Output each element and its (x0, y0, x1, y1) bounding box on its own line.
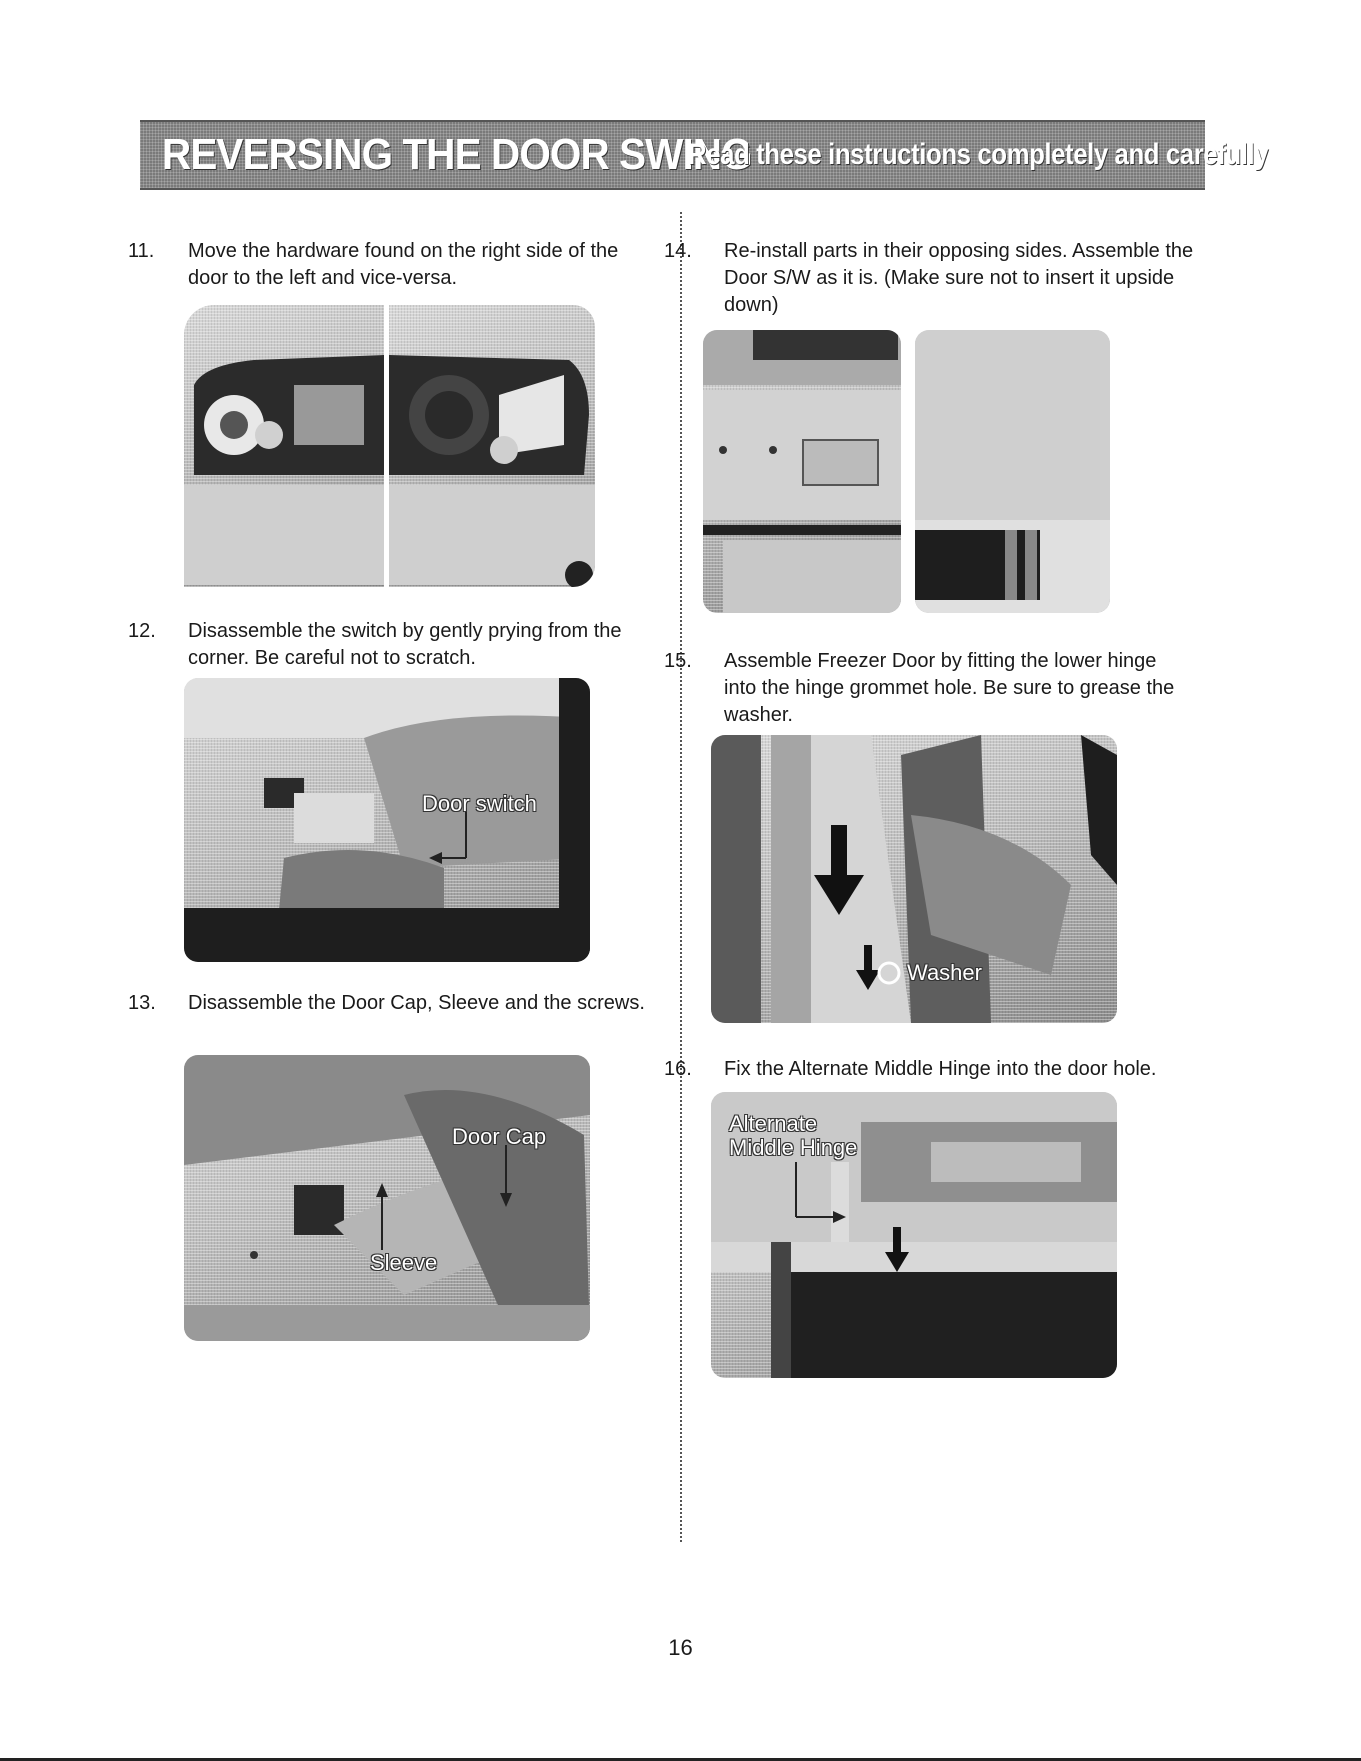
photo-reinstall-right (915, 330, 1110, 613)
step-number: 11. (128, 240, 155, 262)
photo-door-switch (184, 678, 590, 962)
step-11 (128, 238, 648, 292)
step-text: Fix the Alternate Middle Hinge into the door hole. (724, 1058, 1157, 1080)
step-text: Re-install parts in their opposing sides. Assemble the Door S/W as it is. (Make sure not to insert it upside down) (724, 240, 1194, 316)
page-number: 16 (668, 1635, 693, 1660)
step-16 (664, 1056, 1214, 1083)
page-title: REVERSING THE DOOR SWING (162, 130, 752, 179)
callout-middle-hinge: Middle Hinge (729, 1135, 858, 1160)
step-number: 12. (128, 620, 156, 642)
step-14 (664, 238, 1194, 319)
step-12 (128, 618, 648, 672)
callout-door-switch: Door switch (422, 791, 537, 816)
hardware-right-illustration (389, 305, 595, 587)
photo-middle-hinge (711, 1092, 1117, 1378)
callout-alternate: Alternate (729, 1111, 818, 1136)
photo-hardware-left (184, 305, 384, 587)
callout-sleeve: Sleeve (370, 1250, 438, 1275)
step-text: Move the hardware found on the right side of the door to the left and vice-versa. (188, 240, 619, 289)
door-cap-illustration (184, 1055, 590, 1341)
step-number: 14. (664, 240, 692, 262)
photo-reinstall-left (703, 330, 901, 613)
reinstall-right-illustration (915, 330, 1110, 613)
step-number: 15. (664, 650, 692, 672)
step-number: 13. (128, 992, 156, 1014)
step-text: Disassemble the switch by gently prying from the corner. Be careful not to scratch. (188, 620, 622, 669)
photo-freezer-door-hinge (711, 735, 1117, 1023)
hardware-left-illustration (184, 305, 384, 587)
photo-door-cap-sleeve (184, 1055, 590, 1341)
step-text: Disassemble the Door Cap, Sleeve and the screws. (188, 992, 645, 1014)
header-banner (140, 120, 1269, 190)
column-divider (680, 212, 682, 1542)
reinstall-left-illustration (703, 330, 901, 613)
step-13 (128, 990, 648, 1017)
step-number: 16. (664, 1058, 692, 1080)
door-switch-illustration (184, 678, 590, 962)
page-subtitle: Read these instructions completely and carefully (688, 138, 1269, 171)
callout-door-cap: Door Cap (452, 1124, 547, 1149)
step-text: Assemble Freezer Door by fitting the lower hinge into the hinge grommet hole. Be sure to grease the washer. (724, 650, 1175, 726)
step-15 (664, 648, 1194, 729)
callout-washer: Washer (907, 960, 982, 985)
photo-hardware-right (389, 305, 595, 587)
